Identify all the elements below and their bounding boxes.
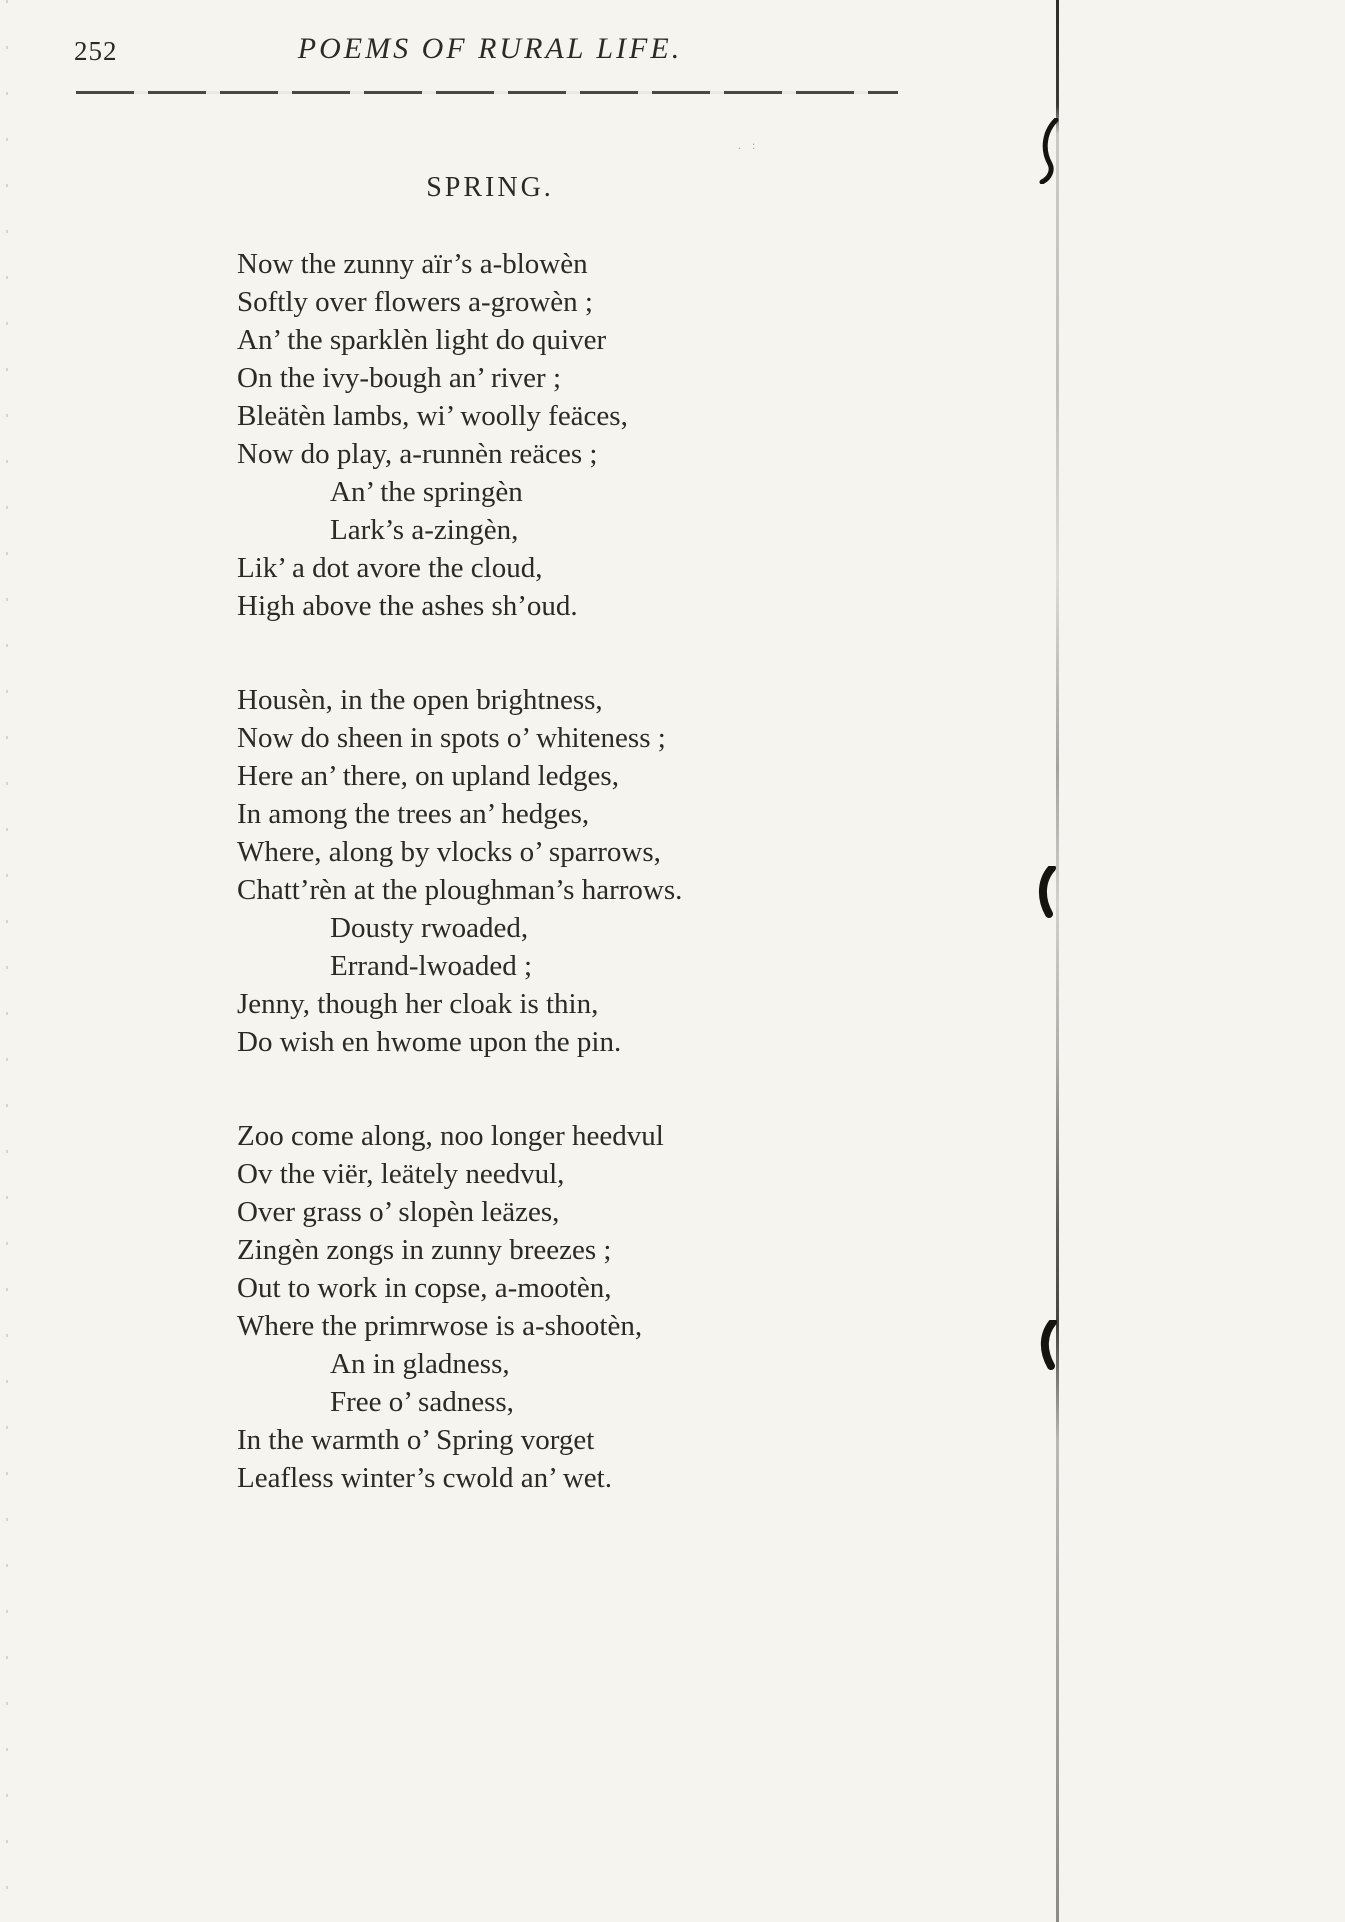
ink-comma-mark-bottom — [1038, 1320, 1064, 1372]
poem-line: Dousty rwoaded, — [330, 912, 529, 944]
running-header: POEMS OF RURAL LIFE. — [297, 32, 683, 65]
poem-stanza — [237, 681, 682, 1061]
poem-line: Softly over flowers a-growèn ; — [237, 286, 593, 318]
poem-line: Now do play, a-runnèn reäces ; — [237, 438, 598, 470]
scan-left-edge-specks — [6, 0, 8, 1922]
scan-binding-line — [1056, 0, 1059, 1922]
poem-line: An’ the springèn — [330, 476, 523, 508]
poem-line: Bleätèn lambs, wi’ woolly feäces, — [237, 400, 628, 432]
poem-line: Chatt’rèn at the ploughman’s harrows. — [237, 874, 683, 906]
poem-line: An’ the sparklèn light do quiver — [237, 324, 607, 356]
poem-line: High above the ashes sh’oud. — [237, 590, 578, 622]
poem-line: Where the primrwose is a-shootèn, — [237, 1310, 643, 1342]
page-number: 252 — [74, 36, 118, 66]
poem-line: In among the trees an’ hedges, — [237, 798, 590, 830]
poem-line: Now do sheen in spots o’ whiteness ; — [237, 722, 666, 754]
poem-line: On the ivy-bough an’ river ; — [237, 362, 562, 394]
poem-line: Errand-lwoaded ; — [330, 950, 533, 982]
poem-line: Ov the viër, leätely needvul, — [237, 1158, 565, 1190]
poem-line: Now the zunny aïr’s a-blowèn — [237, 248, 588, 280]
poem-line: Do wish en hwome upon the pin. — [237, 1026, 622, 1058]
poem-stanza — [237, 1117, 682, 1497]
poem-line: Where, along by vlocks o’ sparrows, — [237, 836, 661, 868]
poem-line: An in gladness, — [330, 1348, 510, 1380]
ink-hook-mark-top — [1034, 118, 1064, 184]
poem-line: Free o’ sadness, — [330, 1386, 514, 1418]
poem-line: Out to work in copse, a-mootèn, — [237, 1272, 612, 1304]
ink-comma-mark-middle — [1036, 866, 1062, 920]
header-rule — [76, 91, 898, 94]
poem-title: SPRING. — [426, 172, 554, 203]
poem-line: Jenny, though her cloak is thin, — [237, 988, 599, 1020]
poem-line: Over grass o’ slopèn leäzes, — [237, 1196, 560, 1228]
poem-line: Zingèn zongs in zunny breezes ; — [237, 1234, 612, 1266]
poem-line: Here an’ there, on upland ledges, — [237, 760, 619, 792]
poem-line: Lark’s a-zingèn, — [330, 514, 519, 546]
scan-speck-marks: . : — [738, 138, 760, 152]
poem-line: Leafless winter’s cwold an’ wet. — [237, 1462, 612, 1494]
poem-body — [237, 245, 682, 1553]
poem-line: Housèn, in the open brightness, — [237, 684, 603, 716]
poem-stanza — [237, 245, 682, 625]
poem-line: Lik’ a dot avore the cloud, — [237, 552, 543, 584]
poem-line: In the warmth o’ Spring vorget — [237, 1424, 595, 1456]
poem-line: Zoo come along, noo longer heedvul — [237, 1120, 664, 1152]
